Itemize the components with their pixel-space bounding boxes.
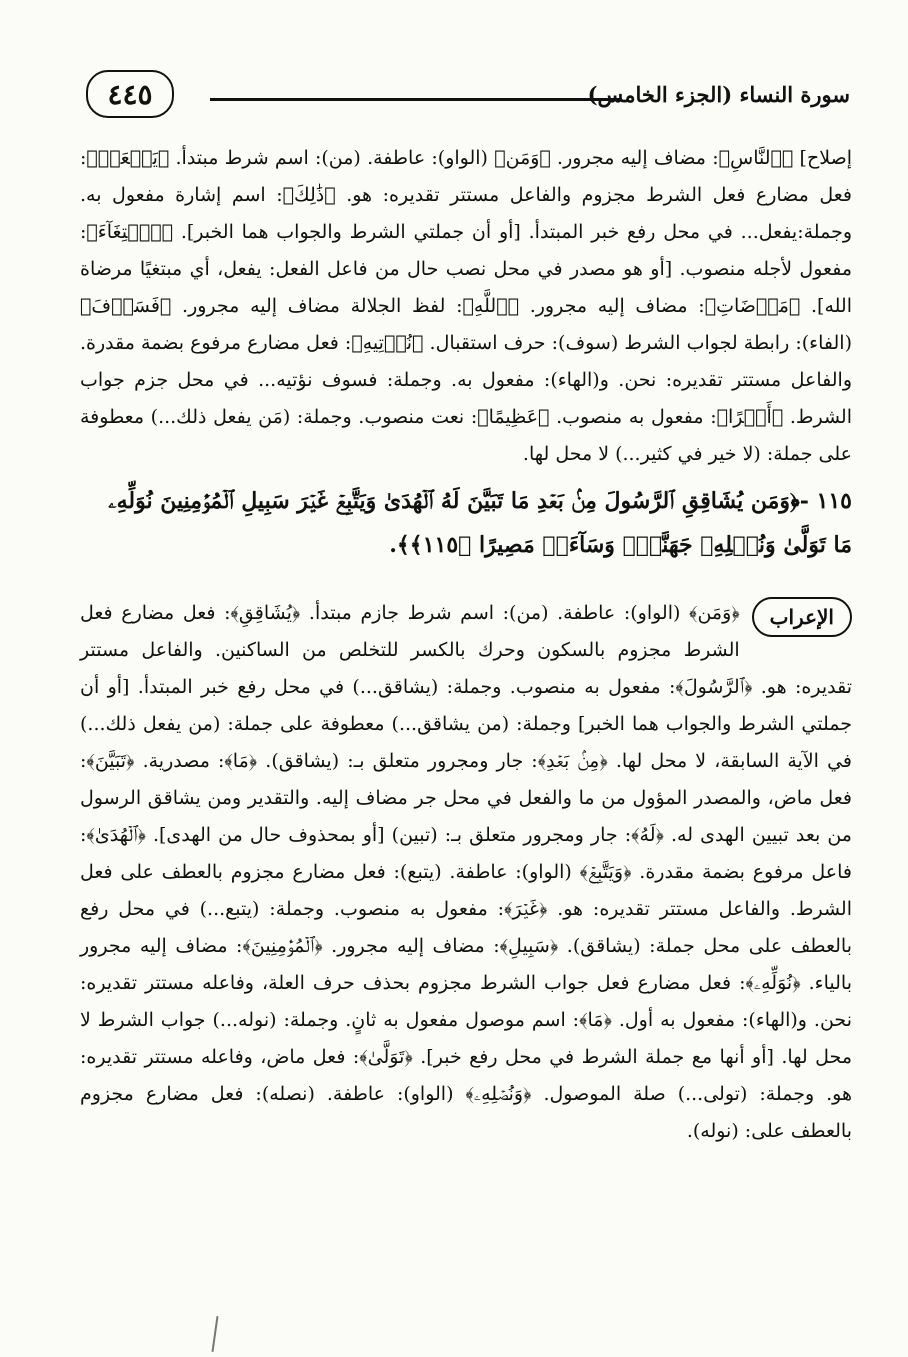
verse-line-1: ١١٥ -﴿وَمَن يُشَاقِقِ ٱلرَّسُولَ مِنۢ بَعۡدِ مَا تَبَيَّنَ لَهُ ٱلۡهُدَىٰ وَيَتَّبِعۡ غَيۡرَ سَبِيلِ ٱلۡمُؤۡمِنِينَ نُوَلِّهِۦ <box>108 488 852 514</box>
book-page <box>80 64 852 1150</box>
irab-text: ﴿وَمَن﴾ (الواو): عاطفة. (من): اسم شرط جازم مبتدأ. ﴿يُشَاقِقِ﴾: فعل مضارع فعل الشرط مجزوم بالسكون وحرك بالكسر للتخلص من الساكنين. والفاعل مستتر تقديره: هو. ﴿ٱلرَّسُولَ﴾: مفعول به منصوب. وجملة: (يشاقق...) في محل رفع خبر المبتدأ. [أو أن جملتي الشرط والجواب هما الخبر] وجملة: (من يشاقق...) معطوفة على جملة: (من يفعل ذلك...) في الآية السابقة، لا محل لها. ﴿مِنۢ بَعۡدِ﴾: جار ومجرور متعلق بـ: (يشاقق). ﴿مَا﴾: مصدرية. ﴿تَبَيَّنَ﴾: فعل ماض، والمصدر المؤول من ما والفعل في محل جر مضاف إليه. والتقدير ومن يشاقق الرسول من بعد تبيين الهدى له. ﴿لَهُ﴾: جار ومجرور متعلق بـ: (تبين) [أو بمحذوف حال من الهدى]. ﴿ٱلۡهُدَىٰ﴾: فاعل مرفوع بضمة مقدرة. ﴿وَيَتَّبِعۡ﴾ (الواو): عاطفة. (يتبع): فعل مضارع مجزوم بالعطف على فعل الشرط. والفاعل مستتر تقديره: هو. ﴿غَيۡرَ﴾: مفعول به منصوب. وجملة: (يتبع...) في محل رفع بالعطف على محل جملة: (يشاقق). ﴿سَبِيلِ﴾: مضاف إليه مجرور. ﴿ٱلۡمُؤۡمِنِينَ﴾: مضاف إليه مجرور بالياء. ﴿نُوَلِّهِۦ﴾: فعل مضارع فعل جواب الشرط مجزوم بحذف حرف العلة، وفاعله مستتر تقديره: نحن. و(الهاء): مفعول به أول. ﴿مَا﴾: اسم موصول مفعول به ثانٍ. وجملة: (نوله...) جواب الشرط لا محل لها. [أو أنها مع جملة الشرط في محل رفع خبر]. ﴿تَوَلَّىٰ﴾: فعل ماض، وفاعله مستتر تقديره: هو. وجملة: (تولى...) صلة الموصول. ﴿وَنُصۡلِهِۦ﴾ (الواو): عاطفة. (نصله): فعل مضارع مجزوم بالعطف على: (نوله). <box>80 602 852 1142</box>
page-title: سورة النساء (الجزء الخامس) <box>587 82 850 107</box>
irab-section <box>80 595 852 1150</box>
pencil-mark <box>212 1316 219 1352</box>
page-header <box>80 64 852 140</box>
header-rule <box>210 98 622 101</box>
irab-paragraph <box>80 595 852 1150</box>
quran-verse <box>80 479 852 567</box>
page-number: ٤٤٥ <box>86 70 174 118</box>
continuation-paragraph: إصلاح] ﴿ٱلنَّاسِ﴾: مضاف إليه مجرور. ﴿وَمَن﴾ (الواو): عاطفة. (من): اسم شرط مبتدأ. ﴿يَفۡعَلۡ﴾: فعل مضارع فعل الشرط مجزوم والفاعل مستتر تقديره: هو. ﴿ذَٰلِكَ﴾: اسم إشارة مفعول به. وجملة:يفعل... في محل رفع خبر المبتدأ. [أو أن جملتي الشرط والجواب هما الخبر]. ﴿ٱبۡتِغَآءَ﴾: مفعول لأجله منصوب. [أو هو مصدر في محل نصب حال من فاعل الفعل: يفعل، أي مبتغيًا مرضاة الله]. ﴿مَرۡضَاتِ﴾: مضاف إليه مجرور. ﴿ٱللَّهِ﴾: لفظ الجلالة مضاف إليه مجرور. ﴿فَسَوۡفَ﴾ (الفاء): رابطة لجواب الشرط (سوف): حرف استقبال. ﴿نُؤۡتِيهِ﴾: فعل مضارع مرفوع بضمة مقدرة. والفاعل مستتر تقديره: نحن. و(الهاء): مفعول به. وجملة: فسوف نؤتيه... في محل جزم جواب الشرط. ﴿أَجۡرًا﴾: مفعول به منصوب. ﴿عَظِيمًا﴾: نعت منصوب. وجملة: (مَن يفعل ذلك...) معطوفة على جملة: (لا خير في كثير...) لا محل لها. <box>80 147 852 465</box>
verse-line-2: مَا تَوَلَّىٰ وَنُصۡلِهِۦ جَهَنَّمَۖ وَسَآءَتۡ مَصِيرًا ﴿١١٥﴾﴾. <box>389 532 852 558</box>
irab-badge: الإعراب <box>752 597 852 637</box>
